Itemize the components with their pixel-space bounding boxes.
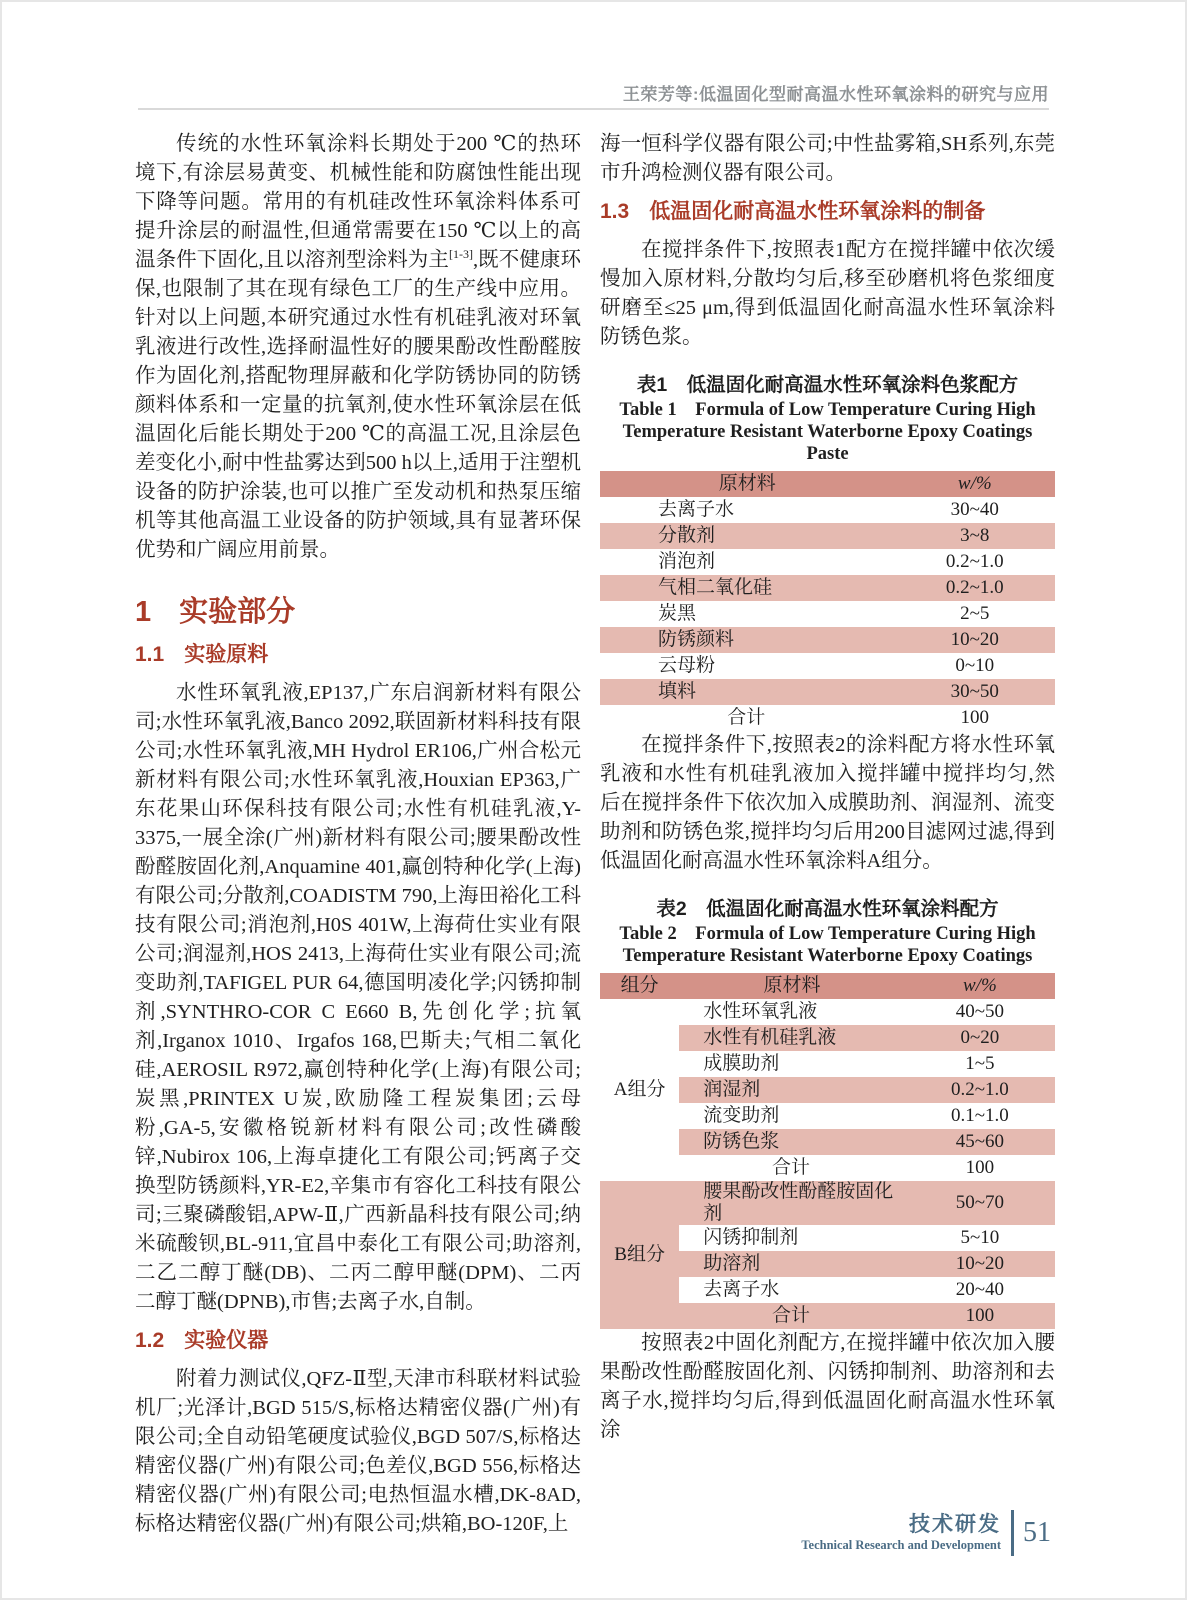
left-column [135, 130, 581, 1539]
value-cell: 10~20 [895, 627, 1055, 653]
running-header [623, 80, 1049, 105]
material-cell: 合计 [679, 1303, 905, 1329]
table-1-caption-en: Temperature Resistant Waterborne Epoxy Coatings Paste [622, 422, 1033, 464]
material-cell: 炭黑 [658, 603, 697, 624]
value-cell: 2~5 [960, 603, 990, 624]
table-row [600, 705, 1055, 731]
section-1-1-heading [135, 641, 581, 669]
table-row [600, 679, 1055, 705]
intro-text-post: ,既不健康环保,也限制了其在现有绿色工厂的生产线中应用。针对以上问题,本研究通过水性有机硅乳液对环氧乳液进行改性,选择耐温性好的腰果酚改性酚醛胺作为固化剂,搭配物理屏蔽和化学防锈协同的防锈颜料体系和一定量的抗氧剂,使水性环氧涂层在低温固化后能长期处于200 ℃的高温工况,且涂层色差变化小,耐中性盐雾达到500 h以上,适用于注塑机设备的防护涂装,也可以推广至发动机和热泵压缩机等其他高温工业设备的防护领域,具有显著环保优势和广阔应用前景。 [135, 249, 582, 561]
column-header-cell: 原材料 [679, 973, 905, 999]
table-row [600, 523, 1055, 549]
right-column [600, 130, 1055, 1445]
value-cell: 100 [965, 1157, 995, 1178]
material-cell: 合计 [727, 707, 766, 728]
table-row [600, 497, 1055, 523]
section-1-3-heading [600, 198, 1055, 226]
section-title: 低温固化耐高温水性环氧涂料的制备 [649, 200, 986, 223]
page-footer [801, 1510, 1051, 1556]
value-cell: 0~20 [905, 1025, 1055, 1051]
material-cell: 去离子水 [658, 499, 735, 520]
value-cell: 0~10 [955, 655, 995, 676]
citation-ref: [1-3] [448, 247, 473, 262]
formula-table [600, 973, 1055, 1329]
material-cell: 腰果酚改性酚醛胺固化剂 [679, 1181, 905, 1225]
running-title: 王荣芳等:低温固化型耐高温水性环氧涂料的研究与应用 [622, 85, 1049, 104]
value-cell: 1~5 [965, 1053, 995, 1074]
value-cell: 10~20 [905, 1251, 1055, 1277]
value-cell: 100 [960, 707, 990, 728]
material-cell: 防锈颜料 [600, 627, 895, 653]
component-group-label: A组分 [600, 999, 679, 1181]
material-cell: 助溶剂 [679, 1251, 905, 1277]
section-title: 实验原料 [184, 643, 269, 666]
section-number: 1.1 [135, 643, 165, 666]
material-cell: 气相二氧化硅 [600, 575, 895, 601]
material-cell: 云母粉 [658, 655, 716, 676]
table-row [600, 999, 1055, 1025]
paragraph-component-b: 按照表2中固化剂配方,在搅拌罐中依次加入腰果酚改性酚醛胺固化剂、闪锈抑制剂、助溶剂和去离子水,搅拌均匀后,得到低温固化耐高温水性环氧涂 [600, 1332, 1055, 1441]
section-1-2-heading [135, 1327, 581, 1355]
table-2-caption-en: Temperature Resistant Waterborne Epoxy Coatings [622, 946, 1033, 966]
footer-section-cn: 技术研发 [909, 1512, 1001, 1536]
material-cell: 填料 [600, 679, 895, 705]
value-cell: 40~50 [955, 1001, 1005, 1022]
table-row [600, 601, 1055, 627]
table-1-caption-en: Table 1 Formula of Low Temperature Curing High [619, 400, 1036, 420]
value-cell: 3~8 [895, 523, 1055, 549]
value-cell: 30~40 [950, 499, 999, 520]
table-row [600, 1181, 1055, 1225]
page-number: 51 [1023, 1517, 1051, 1548]
paragraph-introduction [135, 130, 581, 565]
value-cell: 50~70 [905, 1181, 1055, 1225]
column-header-cell: w/% [895, 471, 1055, 497]
table-2 [600, 973, 1055, 1329]
section-1-heading [135, 595, 581, 629]
paragraph-materials: 水性环氧乳液,EP137,广东启润新材料有限公司;水性环氧乳液,Banco 2092,联固新材料科技有限公司;水性环氧乳液,MH Hydrol ER106,广州合松元新材料有限公司;水性环氧乳液,Houxian EP363,广东花果山环保科技有限公司;水性有机硅乳液,Y-3375,一展全涂(广州)新材料有限公司;腰果酚改性酚醛胺固化剂,Anquamine 401,赢创特种化学(上海)有限公司;分散剂,COADISTM 790,上海田裕化工科技有限公司;消泡剂,H0S 401W,上海荷仕实业有限公司;润湿剂,HOS 2413,上海荷仕实业有限公司;流变助剂,TAFIGEL PUR 64,德国明凌化学;闪锈抑制剂,SYNTHRO-COR C E660 B,先创化学;抗氧剂,Irganox 1010、Irgafos 168,巴斯夫;气相二氧化硅,AEROSIL R972,赢创特种化学(上海)有限公司;炭黑,PRINTEX U炭,欧励隆工程炭集团;云母粉,GA-5,安徽格锐新材料有限公司;改性磷酸锌,Nubirox 106,上海卓捷化工有限公司;钙离子交换型防锈颜料,YR-E2,辛集市有容化工科技有限公司;三聚磷酸铝,APW-Ⅱ,广西新晶科技有限公司;纳米硫酸钡,BL-911,宜昌中泰化工有限公司;助溶剂,二乙二醇丁醚(DB)、二丙二醇甲醚(DPM)、二丙二醇丁醚(DPNB),市售;去离子水,自制。 [135, 682, 581, 1313]
table-2-block [600, 896, 1055, 1329]
material-cell: 分散剂 [600, 523, 895, 549]
value-cell: 0.1~1.0 [951, 1105, 1009, 1126]
paragraph-paste-preparation: 在搅拌条件下,按照表1配方在搅拌罐中依次缓慢加入原材料,分散均匀后,移至砂磨机将色浆细度研磨至≤25 μm,得到低温固化耐高温水性环氧涂料防锈色浆。 [600, 239, 1055, 348]
section-title: 实验部分 [179, 596, 296, 628]
component-group-label: B组分 [600, 1181, 679, 1329]
header-divider [138, 108, 1049, 110]
column-header-cell: 组分 [600, 973, 679, 999]
value-cell: 30~50 [895, 679, 1055, 705]
value-cell: 45~60 [905, 1129, 1055, 1155]
material-cell: 水性有机硅乳液 [679, 1025, 905, 1051]
material-cell: 流变助剂 [703, 1105, 780, 1126]
section-number: 1 [135, 596, 152, 628]
value-cell: 0.2~1.0 [895, 575, 1055, 601]
material-cell: 防锈色浆 [679, 1129, 905, 1155]
section-number: 1.3 [600, 200, 630, 223]
value-cell: 20~40 [955, 1279, 1005, 1300]
footer-section-en: Technical Research and Development [801, 1537, 1001, 1552]
table-row [600, 549, 1055, 575]
value-cell: 0.2~1.0 [905, 1077, 1055, 1103]
value-cell: 5~10 [960, 1227, 1000, 1248]
value-cell: 100 [905, 1303, 1055, 1329]
table-1-block [600, 372, 1055, 731]
value-cell: 0.2~1.0 [945, 551, 1004, 572]
formula-table [600, 471, 1055, 731]
material-cell: 成膜助剂 [703, 1053, 780, 1074]
material-cell: 润湿剂 [679, 1077, 905, 1103]
column-header-cell: w/% [905, 973, 1055, 999]
table-2-caption-cn: 表2 低温固化耐高温水性环氧涂料配方 [656, 898, 999, 920]
material-cell: 消泡剂 [658, 551, 716, 572]
material-cell: 闪锈抑制剂 [703, 1227, 799, 1248]
table-row [600, 627, 1055, 653]
footer-divider [1011, 1510, 1014, 1556]
table-row [600, 575, 1055, 601]
material-cell: 合计 [772, 1157, 811, 1178]
section-number: 1.2 [135, 1329, 165, 1352]
section-title: 实验仪器 [184, 1329, 269, 1352]
table-row [600, 653, 1055, 679]
paragraph-instruments-continued: 海一恒科学仪器有限公司;中性盐雾箱,SH系列,东莞市升鸿检测仪器有限公司。 [600, 133, 1055, 184]
material-cell: 水性环氧乳液 [703, 1001, 818, 1022]
table-1 [600, 471, 1055, 731]
paragraph-instruments: 附着力测试仪,QFZ-Ⅱ型,天津市科联材料试验机厂;光泽计,BGD 515/S,标格达精密仪器(广州)有限公司;全自动铅笔硬度试验仪,BGD 507/S,标格达精密仪器(广州)有限公司;色差仪,BGD 556,标格达精密仪器(广州)有限公司;电热恒温水槽,DK-8AD,标格达精密仪器(广州)有限公司;烘箱,BO-120F,上 [135, 1368, 581, 1535]
intro-text-pre: 传统的水性环氧涂料长期处于200 ℃的热环境下,有涂层易黄变、机械性能和防腐蚀性能出现下降等问题。常用的有机硅改性环氧涂料体系可提升涂层的耐温性,但通常需要在150 ℃以上的高温条件下固化,且以溶剂型涂料为主 [135, 133, 581, 271]
table-2-caption-en: Table 2 Formula of Low Temperature Curing High [619, 924, 1036, 944]
paragraph-component-a: 在搅拌条件下,按照表2的涂料配方将水性环氧乳液和水性有机硅乳液加入搅拌罐中搅拌均匀,然后在搅拌条件下依次加入成膜助剂、润湿剂、流变助剂和防锈色浆,搅拌均匀后用200目滤网过滤,得到低温固化耐高温水性环氧涂料A组分。 [600, 734, 1055, 872]
material-cell: 去离子水 [703, 1279, 780, 1300]
column-header-cell: 原材料 [600, 471, 895, 497]
footer-section [801, 1513, 1001, 1554]
table-1-caption-cn: 表1 低温固化耐高温水性环氧涂料色浆配方 [636, 374, 1019, 396]
